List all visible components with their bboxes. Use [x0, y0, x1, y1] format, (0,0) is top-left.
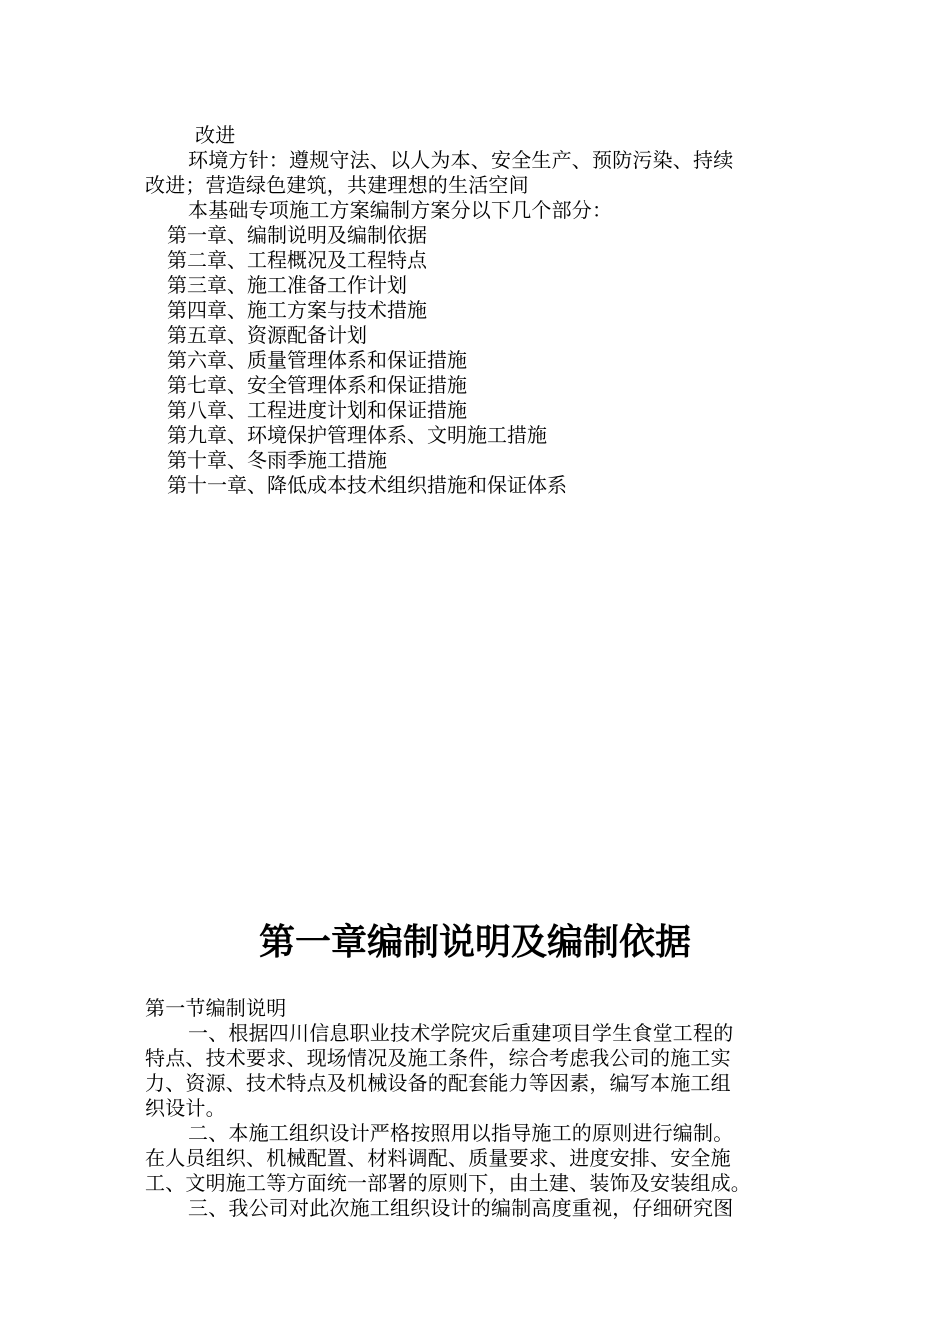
toc-item: 第十章、冬雨季施工措施 [167, 448, 387, 472]
toc-item: 第六章、质量管理体系和保证措施 [167, 348, 467, 372]
paragraph-1-line: 一、根据四川信息职业技术学院灾后重建项目学生食堂工程的 [188, 1021, 734, 1045]
toc-item: 第四章、施工方案与技术措施 [167, 298, 427, 322]
paragraph-3-line: 三、我公司对此次施工组织设计的编制高度重视，仔细研究图 [188, 1196, 734, 1220]
paragraph-2-line: 工、文明施工等方面统一部署的原则下，由土建、装饰及安装组成。 [145, 1171, 751, 1195]
intro-line-1: 改进 [195, 123, 236, 147]
toc-item: 第三章、施工准备工作计划 [167, 273, 407, 297]
paragraph-2-line: 二、本施工组织设计严格按照用以指导施工的原则进行编制。 [188, 1121, 734, 1145]
paragraph-2-line: 在人员组织、机械配置、材料调配、质量要求、进度安排、安全施 [145, 1146, 731, 1170]
section-title: 第一节编制说明 [145, 996, 287, 1020]
toc-item: 第五章、资源配备计划 [167, 323, 367, 347]
toc-item: 第八章、工程进度计划和保证措施 [167, 398, 467, 422]
toc-item: 第七章、安全管理体系和保证措施 [167, 373, 467, 397]
toc-item: 第十一章、降低成本技术组织措施和保证体系 [167, 473, 567, 497]
toc-item: 第二章、工程概况及工程特点 [167, 248, 427, 272]
paragraph-1-line: 特点、技术要求、现场情况及施工条件，综合考虑我公司的施工实 [145, 1046, 731, 1070]
chapter-title: 第一章编制说明及编制依据 [258, 922, 691, 963]
toc-item: 第九章、环境保护管理体系、文明施工措施 [167, 423, 547, 447]
intro-line-2: 环境方针：遵规守法、以人为本、安全生产、预防污染、持续 [188, 148, 734, 172]
paragraph-1-line: 力、资源、技术特点及机械设备的配套能力等因素，编写本施工组 [145, 1071, 731, 1095]
toc-item: 第一章、编制说明及编制依据 [167, 223, 427, 247]
intro-line-4: 本基础专项施工方案编制方案分以下几个部分： [188, 198, 613, 222]
intro-line-3: 改进；营造绿色建筑，共建理想的生活空间 [145, 173, 529, 197]
paragraph-1-line: 织设计。 [145, 1096, 226, 1120]
